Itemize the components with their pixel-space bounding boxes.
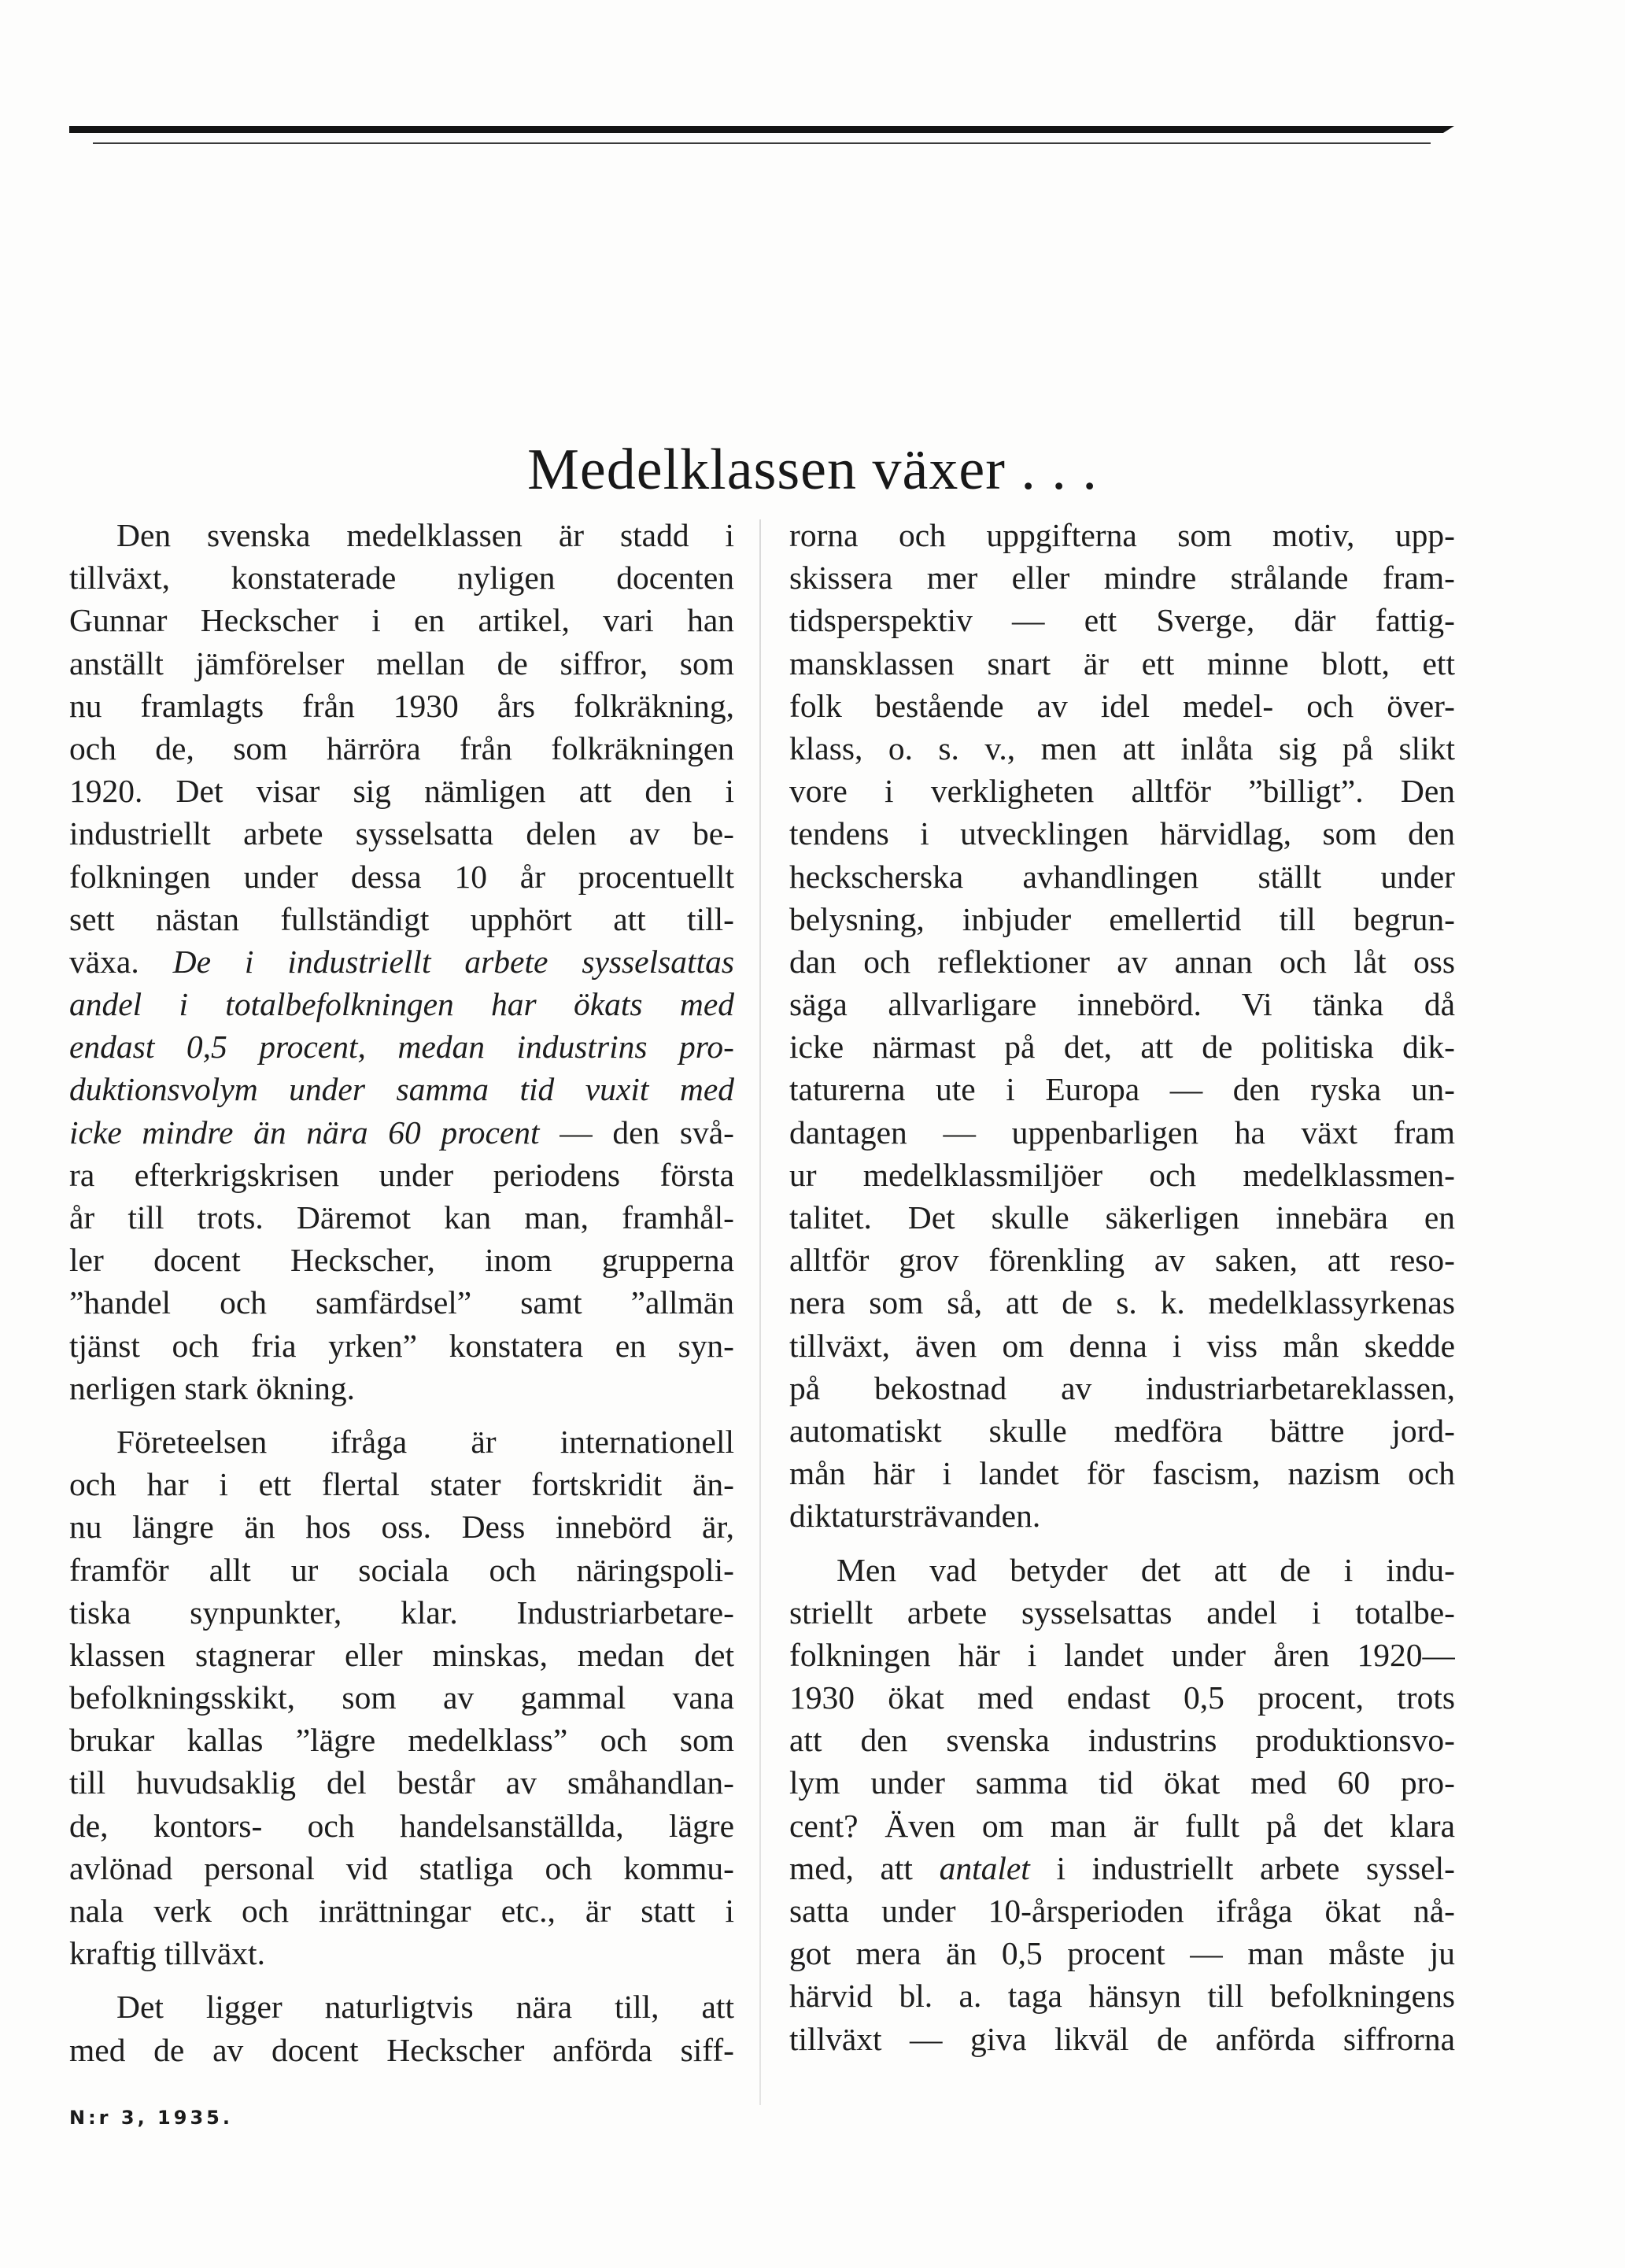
- header-rule-thin: [93, 142, 1431, 144]
- text-line: satta under 10-årsperioden ifråga ökat nå-: [789, 1893, 1455, 1929]
- text-line: tidsperspektiv — ett Sverge, där fattig-: [789, 602, 1455, 639]
- text-line: ler docent Heckscher, inom grupperna: [69, 1242, 734, 1279]
- text-line: tiska synpunkter, klar. Industriarbetare-: [69, 1594, 734, 1631]
- text-line: striellt arbete sysselsattas andel i totalbe-: [789, 1594, 1455, 1631]
- text-line: Den svenska medelklassen är stadd i: [116, 517, 734, 553]
- text-segment: i industriellt arbete syssel-: [1029, 1849, 1455, 1886]
- text-line: mån här i landet för fascism, nazism och: [789, 1455, 1455, 1492]
- text-line: [69, 940, 734, 983]
- text-line: automatiskt skulle medföra bättre jord-: [789, 1412, 1455, 1449]
- text-line: mansklassen snart är ett minne blott, ett: [789, 645, 1455, 682]
- issue-footer: N:r 3, 1935.: [69, 2107, 233, 2129]
- text-line: framför allt ur sociala och näringspoli-: [69, 1551, 734, 1588]
- text-line: nera som så, att de s. k. medelklassyrkenas: [789, 1284, 1455, 1321]
- text-line: 1920. Det visar sig nämligen att den i: [69, 773, 734, 810]
- header-rule-thick: [69, 126, 1454, 133]
- text-line: talitet. Det skulle säkerligen innebära en: [789, 1199, 1455, 1236]
- text-line: brukar kallas ”lägre medelklass” och som: [69, 1722, 734, 1759]
- text-line: ra efterkrigskrisen under periodens första: [69, 1156, 734, 1193]
- text-line: rorna och uppgifterna som motiv, upp-: [789, 517, 1455, 553]
- text-line: [69, 1068, 734, 1110]
- text-line: Gunnar Heckscher i en artikel, vari han: [69, 602, 734, 639]
- text-line: att den svenska industrins produktionsvo-: [789, 1722, 1455, 1759]
- text-line: sett nästan fullständigt upphört att till-: [69, 900, 734, 937]
- text-line: de, kontors- och handelsanställda, lägre: [69, 1807, 734, 1844]
- text-line: och har i ett flertal stater fortskridit än-: [69, 1466, 734, 1503]
- text-line: nala verk och inrättningar etc., är statt i: [69, 1893, 734, 1929]
- text-line: [69, 1111, 734, 1154]
- text-line: tillväxt — giva likväl de anförda siffrorna: [789, 2020, 1455, 2057]
- text-line: ur medelklassmiljöer och medelklassmen-: [789, 1156, 1455, 1193]
- text-line: [69, 1025, 734, 1068]
- text-line: nerligen stark ökning.: [69, 1369, 356, 1406]
- text-line: heckscherska avhandlingen ställt under: [789, 858, 1455, 895]
- text-line: anställt jämförelser mellan de siffror, som: [69, 645, 734, 682]
- header-rule: [69, 126, 1454, 144]
- text-line: tillväxt, även om denna i viss mån skedde: [789, 1327, 1455, 1364]
- text-line: på bekostnad av industriarbetareklassen,: [789, 1369, 1455, 1406]
- text-line: alltför grov förenkling av saken, att reso-: [789, 1242, 1455, 1279]
- text-line: [69, 983, 734, 1025]
- text-line: till huvudsaklig del består av småhandlan-: [69, 1764, 734, 1801]
- text-line: dan och reflektioner av annan och låt oss: [789, 943, 1455, 980]
- text-segment: växa.: [69, 943, 173, 980]
- italic-text-segment: De i industriellt arbete sysselsattas: [172, 943, 734, 980]
- text-line: folk bestående av idel medel- och över-: [789, 687, 1455, 724]
- text-line: Det ligger naturligtvis nära till, att: [116, 1989, 734, 2026]
- italic-text-segment: icke mindre än nära 60 procent: [69, 1114, 540, 1151]
- italic-text-segment: antalet: [939, 1849, 1030, 1886]
- text-line: lym under samma tid ökat med 60 pro-: [789, 1764, 1455, 1801]
- text-line: Men vad betyder det att de i indu-: [837, 1551, 1455, 1588]
- text-segment: med, att: [789, 1849, 940, 1886]
- italic-text-segment: duktionsvolym under samma tid vuxit med: [69, 1071, 734, 1108]
- text-line: nu framlagts från 1930 års folkräkning,: [69, 687, 734, 724]
- text-line: folkningen under dessa 10 år procentuellt: [69, 858, 734, 895]
- text-line: ”handel och samfärdsel” samt ”allmän: [69, 1284, 734, 1321]
- text-line: skissera mer eller mindre strålande fram-: [789, 560, 1455, 597]
- left-text-column: [69, 514, 734, 2071]
- text-line: kraftig tillväxt.: [69, 1935, 265, 1972]
- text-line: säga allvarligare innebörd. Vi tänka då: [789, 986, 1455, 1023]
- text-line: folkningen här i landet under åren 1920—: [789, 1636, 1455, 1673]
- text-line: 1930 ökat med endast 0,5 procent, trots: [789, 1679, 1455, 1716]
- right-text-column: [789, 514, 1455, 2060]
- text-line: befolkningsskikt, som av gammal vana: [69, 1679, 734, 1716]
- text-line: klassen stagnerar eller minskas, medan det: [69, 1636, 734, 1673]
- text-line: tjänst och fria yrken” konstatera en syn-: [69, 1327, 734, 1364]
- text-line: avlönad personal vid statliga och kommu-: [69, 1849, 734, 1886]
- italic-text-segment: andel i totalbefolkningen har ökats med: [69, 986, 734, 1023]
- article-title: Medelklassen växer . . .: [527, 437, 1098, 502]
- text-line: [789, 1847, 1455, 1889]
- text-line: härvid bl. a. taga hänsyn till befolkningens: [789, 1978, 1455, 2015]
- italic-text-segment: endast 0,5 procent, medan industrins pro-: [69, 1029, 734, 1066]
- text-line: med de av docent Heckscher anförda siff-: [69, 2031, 734, 2068]
- text-line: belysning, inbjuder emellertid till begrun-: [789, 900, 1455, 937]
- text-line: taturerna ute i Europa — den ryska un-: [789, 1071, 1455, 1108]
- text-line: cent? Även om man är fullt på det klara: [789, 1807, 1455, 1844]
- text-line: industriellt arbete sysselsatta delen av be-: [69, 815, 734, 852]
- text-line: vore i verkligheten alltför ”billigt”. Den: [789, 773, 1455, 810]
- text-line: nu längre än hos oss. Dess innebörd är,: [69, 1509, 734, 1546]
- text-line: Företeelsen ifråga är internationell: [116, 1423, 734, 1460]
- column-divider: [759, 519, 761, 2105]
- text-line: icke närmast på det, att de politiska dik-: [789, 1029, 1455, 1066]
- text-line: och de, som härröra från folkräkningen: [69, 730, 734, 766]
- text-line: år till trots. Däremot kan man, framhål-: [69, 1199, 734, 1236]
- text-line: diktatursträvanden.: [789, 1498, 1041, 1535]
- text-line: klass, o. s. v., men att inlåta sig på slikt: [789, 730, 1455, 766]
- text-line: dantagen — uppenbarligen ha växt fram: [789, 1114, 1455, 1151]
- text-segment: — den svå-: [539, 1114, 734, 1151]
- text-line: tendens i utvecklingen härvidlag, som den: [789, 815, 1455, 852]
- text-line: got mera än 0,5 procent — man måste ju: [789, 1935, 1455, 1972]
- text-line: tillväxt, konstaterade nyligen docenten: [69, 560, 734, 597]
